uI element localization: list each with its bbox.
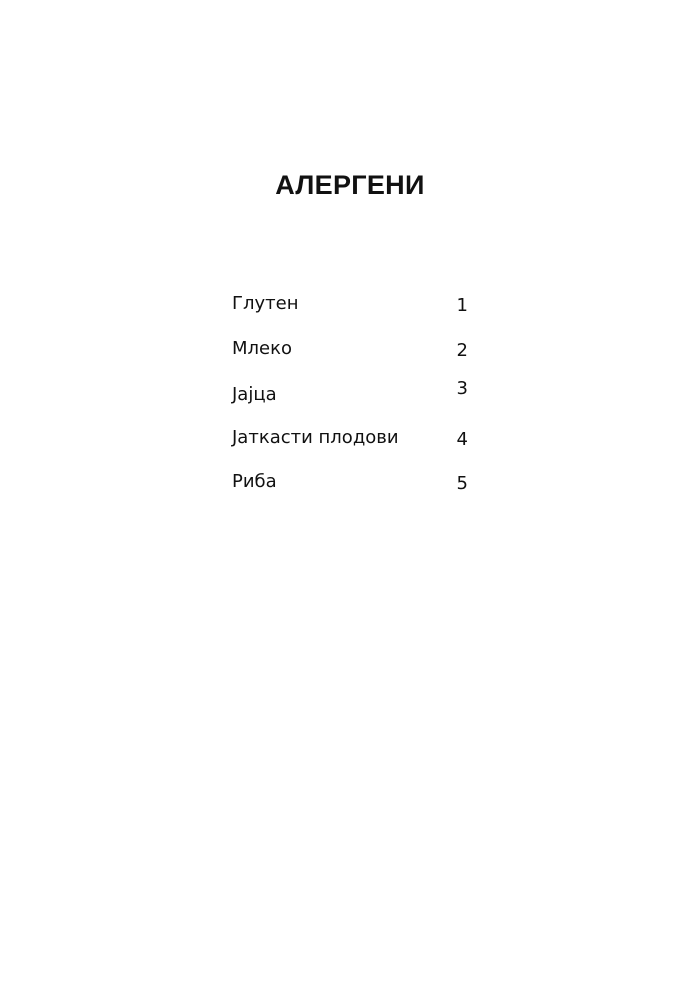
list-item	[232, 337, 468, 382]
page-title: АЛЕРГЕНИ	[275, 170, 425, 200]
allergen-name: Риба	[232, 471, 277, 492]
list-item	[232, 426, 468, 471]
allergen-name: Јајца	[232, 384, 277, 405]
allergen-number: 1	[456, 295, 468, 316]
allergen-number: 2	[456, 339, 468, 361]
list-item	[232, 470, 468, 515]
list-item	[232, 378, 468, 426]
allergen-number: 5	[456, 473, 468, 494]
list-item	[232, 292, 468, 337]
allergen-list	[232, 292, 468, 515]
allergen-name: Млеко	[232, 337, 292, 359]
allergen-number: 3	[456, 378, 468, 399]
allergen-name: Јаткасти плодови	[232, 426, 399, 448]
allergen-name: Глутен	[232, 293, 299, 314]
allergen-number: 4	[456, 428, 468, 450]
